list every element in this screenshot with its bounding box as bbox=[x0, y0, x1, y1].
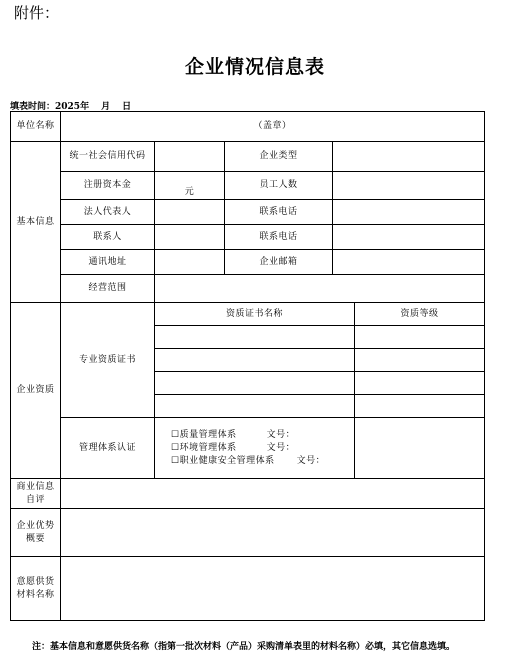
mgmt-option-label: 环境管理体系 bbox=[179, 442, 237, 453]
business-scope-field[interactable] bbox=[155, 275, 485, 303]
advantage-field[interactable] bbox=[61, 509, 485, 557]
business-scope-label: 经营范围 bbox=[61, 275, 155, 303]
cert-level-header: 资质等级 bbox=[355, 303, 485, 326]
cert-level-cell[interactable] bbox=[355, 395, 485, 418]
cert-level-cell[interactable] bbox=[355, 372, 485, 395]
contact-phone-label-2: 联系电话 bbox=[225, 225, 333, 250]
legal-rep-label: 法人代表人 bbox=[61, 200, 155, 225]
enterprise-info-table bbox=[10, 111, 485, 621]
contact-label: 联系人 bbox=[61, 225, 155, 250]
checkbox-icon[interactable]: ☐ bbox=[171, 455, 180, 466]
supply-materials-label: 意愿供货材料名称 bbox=[11, 557, 61, 621]
email-field[interactable] bbox=[333, 250, 485, 275]
fill-day: 日 bbox=[122, 102, 132, 112]
contact-field[interactable] bbox=[155, 225, 225, 250]
credit-code-field[interactable] bbox=[155, 142, 225, 172]
fill-time-label: 填表时间： bbox=[10, 102, 56, 112]
business-credit-label: 商业信息自评 bbox=[11, 479, 61, 509]
supply-materials-field[interactable] bbox=[61, 557, 485, 621]
attachment-label: 附件： bbox=[14, 4, 60, 22]
address-field[interactable] bbox=[155, 250, 225, 275]
doc-number-label: 文号： bbox=[296, 455, 326, 466]
contact-phone-label-1: 联系电话 bbox=[225, 200, 333, 225]
cert-name-cell[interactable] bbox=[155, 395, 355, 418]
qualification-section-label: 企业资质 bbox=[11, 303, 61, 479]
mgmt-option-ohs[interactable] bbox=[171, 455, 352, 468]
address-label: 通讯地址 bbox=[61, 250, 155, 275]
unit-name-label: 单位名称 bbox=[11, 112, 61, 142]
mgmt-option-quality[interactable] bbox=[171, 429, 352, 442]
professional-cert-label: 专业资质证书 bbox=[61, 303, 155, 418]
mgmt-system-extra[interactable] bbox=[355, 418, 485, 479]
cert-name-header: 资质证书名称 bbox=[155, 303, 355, 326]
fill-month: 月 bbox=[101, 102, 111, 112]
reg-capital-unit: 元 bbox=[184, 187, 195, 197]
cert-level-cell[interactable] bbox=[355, 326, 485, 349]
fill-year: 2025年 bbox=[55, 102, 90, 112]
advantage-label: 企业优势概要 bbox=[11, 509, 61, 557]
business-credit-field[interactable] bbox=[61, 479, 485, 509]
legal-rep-field[interactable] bbox=[155, 200, 225, 225]
mgmt-option-label: 职业健康安全管理体系 bbox=[179, 455, 275, 466]
employees-field[interactable] bbox=[333, 172, 485, 200]
mgmt-option-label: 质量管理体系 bbox=[179, 429, 237, 440]
contact-phone-field-1[interactable] bbox=[333, 200, 485, 225]
credit-code-label: 统一社会信用代码 bbox=[61, 142, 155, 172]
page-title: 企业情况信息表 bbox=[184, 56, 325, 78]
cert-name-cell[interactable] bbox=[155, 372, 355, 395]
cert-name-cell[interactable] bbox=[155, 326, 355, 349]
reg-capital-label: 注册资本金 bbox=[61, 172, 155, 200]
company-type-field[interactable] bbox=[333, 142, 485, 172]
email-label: 企业邮箱 bbox=[225, 250, 333, 275]
checkbox-icon[interactable]: ☐ bbox=[171, 442, 180, 453]
checkbox-icon[interactable]: ☐ bbox=[171, 429, 180, 440]
basic-info-section-label: 基本信息 bbox=[11, 142, 61, 303]
doc-number-label: 文号： bbox=[266, 429, 296, 440]
mgmt-system-options bbox=[155, 418, 355, 479]
contact-phone-field-2[interactable] bbox=[333, 225, 485, 250]
cert-name-cell[interactable] bbox=[155, 349, 355, 372]
company-type-label: 企业类型 bbox=[225, 142, 333, 172]
footer-note: 注：基本信息和意愿供货名称（指第一批次材料（产品）采购清单表里的材料名称）必填，其它信息选填。 bbox=[32, 642, 456, 652]
reg-capital-field[interactable] bbox=[155, 172, 225, 200]
doc-number-label: 文号： bbox=[266, 442, 296, 453]
unit-name-field[interactable]: （盖章） bbox=[61, 112, 485, 142]
employees-label: 员工人数 bbox=[225, 172, 333, 200]
cert-level-cell[interactable] bbox=[355, 349, 485, 372]
mgmt-system-label: 管理体系认证 bbox=[61, 418, 155, 479]
mgmt-option-environment[interactable] bbox=[171, 442, 352, 455]
